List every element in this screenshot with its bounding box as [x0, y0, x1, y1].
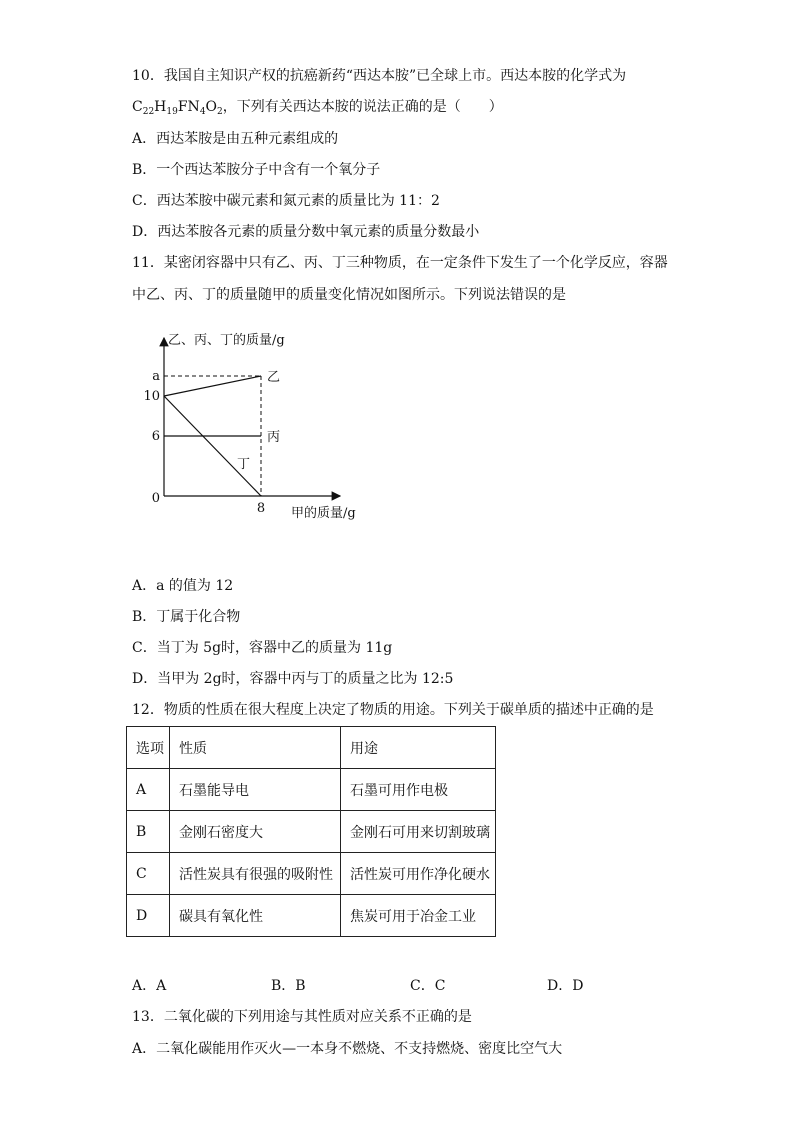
- y-tick-label: 6: [151, 429, 160, 444]
- q12-options: [132, 975, 632, 995]
- carbon-properties-table: [126, 726, 496, 937]
- q13-option-a: A．二氧化碳能用作灭火—一本身不燃烧、不支持燃烧、密度比空气大: [132, 1041, 563, 1057]
- q11-option-b: B．丁属于化合物: [132, 609, 241, 625]
- q11-option-d: D．当甲为 2g时，容器中丙与丁的质量之比为 12:5: [132, 671, 454, 687]
- mass-chart: [140, 320, 380, 530]
- y-tick-label: a: [152, 369, 160, 384]
- table-header-cell: 性质: [170, 727, 341, 769]
- y-tick-label: 0: [151, 491, 160, 506]
- q12-option-a: A．A: [132, 978, 167, 994]
- y-axis-label: 乙、丙、丁的质量/g: [168, 333, 285, 348]
- table-row: [127, 895, 496, 937]
- q12-option-b: B．B: [271, 978, 306, 994]
- table-header-cell: 选项: [127, 727, 170, 769]
- table-header-row: [127, 727, 496, 769]
- q11-option-a: A．a 的值为 12: [132, 578, 234, 594]
- q10-option-b: B．一个西达苯胺分子中含有一个氧分子: [132, 162, 381, 178]
- series-line-1: [164, 376, 261, 396]
- table-row: [127, 853, 496, 895]
- table-cell: 焦炭可用于冶金工业: [341, 895, 496, 937]
- table-cell: B: [127, 811, 170, 853]
- table-cell: 石墨可用作电极: [341, 769, 496, 811]
- q12-option-d: D．D: [547, 978, 584, 994]
- x-tick-label: 8: [256, 501, 266, 516]
- q10-formula: $C_{22}H_{19}FN_4O_2$: [132, 99, 223, 117]
- q11-option-c: C．当丁为 5g时，容器中乙的质量为 11g: [132, 640, 393, 656]
- q13-stem: 13．二氧化碳的下列用途与其性质对应关系不正确的是: [132, 1009, 472, 1025]
- table-cell: D: [127, 895, 170, 937]
- q10-option-a: A．西达苯胺是由五种元素组成的: [132, 131, 339, 147]
- q10-option-d: D．西达苯胺各元素的质量分数中氧元素的质量分数最小: [132, 224, 480, 240]
- q10-option-c: C．西达苯胺中碳元素和氮元素的质量比为 11：2: [132, 193, 440, 209]
- table-cell: A: [127, 769, 170, 811]
- x-axis-label: 甲的质量/g: [291, 506, 356, 521]
- q10-stem-line2: $C_{22}H_{19}FN_4O_2$，下列有关西达本胺的说法正确的是（ ）: [132, 99, 503, 117]
- table-cell: C: [127, 853, 170, 895]
- y-tick-label: 10: [143, 389, 160, 404]
- q12-stem: 12．物质的性质在很大程度上决定了物质的用途。下列关于碳单质的描述中正确的是: [132, 702, 654, 718]
- table-header-cell: 用途: [341, 727, 496, 769]
- series-label-2: 丙: [267, 430, 281, 445]
- table-cell: 活性炭具有很强的吸附性: [170, 853, 341, 895]
- series-label-3: 丁: [237, 457, 251, 472]
- table-cell: 石墨能导电: [170, 769, 341, 811]
- table-cell: 活性炭可用作净化硬水: [341, 853, 496, 895]
- series-label-1: 乙: [267, 370, 281, 385]
- q11-stem-line1: 11．某密闭容器中只有乙、丙、丁三种物质，在一定条件下发生了一个化学反应，容器: [132, 255, 668, 271]
- q11-stem-line2: 中乙、丙、丁的质量随甲的质量变化情况如图所示。下列说法错误的是: [132, 287, 566, 303]
- series-line-3: [164, 396, 261, 496]
- q10-stem-line1: 10．我国自主知识产权的抗癌新药“西达本胺”已全球上市。西达本胺的化学式为: [132, 68, 627, 84]
- table-cell: 碳具有氧化性: [170, 895, 341, 937]
- table-row: [127, 811, 496, 853]
- table-cell: 金刚石可用来切割玻璃: [341, 811, 496, 853]
- table-cell: 金刚石密度大: [170, 811, 341, 853]
- q12-option-c: C．C: [410, 978, 446, 994]
- table-row: [127, 769, 496, 811]
